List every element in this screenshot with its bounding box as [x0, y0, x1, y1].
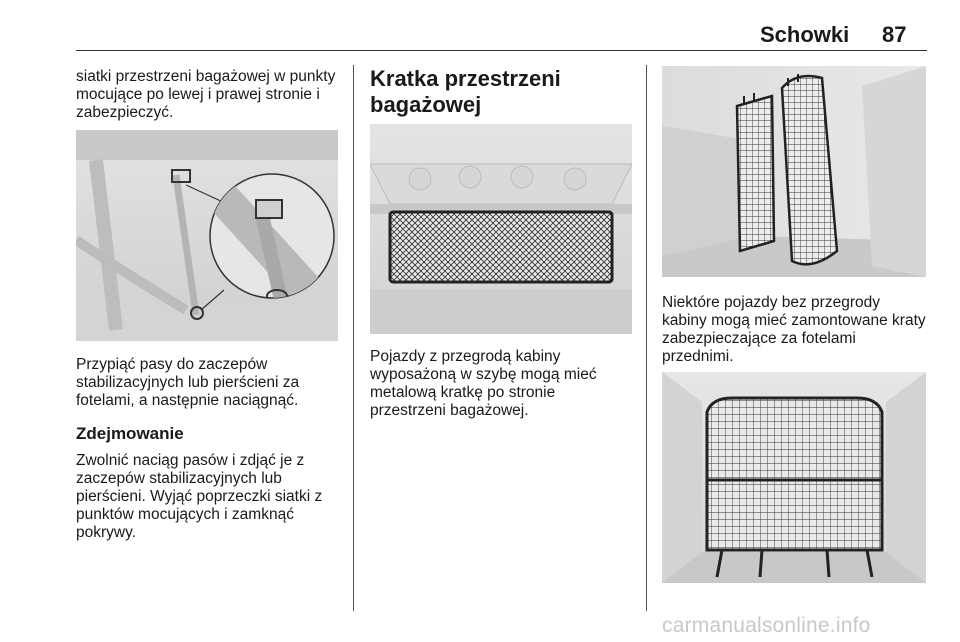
caption-cargo-grille: Pojazdy z przegrodą kabiny wyposażoną w szybę mogą mieć metalową kratkę po stronie przestrzeni bagażowej. [370, 348, 597, 419]
caption-side-grilles: Niektóre pojazdy bez przegrody kabiny mogą mieć zamontowane kraty zabezpieczające za fotelami przednimi. [662, 294, 926, 365]
page-number: 87 [882, 22, 907, 47]
header-rule [76, 50, 927, 51]
removal-paragraph: Zwolnić naciąg pasów i zdjąć je z zaczepów stabilizacyjnych lub pierścieni. Wyjąć poprzeczki siatki z punktów mocujących i zamknąć pokrywy. [76, 452, 323, 541]
heading-removal: Zdejmowanie [76, 424, 184, 443]
column-divider-right [646, 65, 647, 611]
section-title: Schowki [760, 22, 850, 47]
illustration-net-straps [76, 130, 338, 341]
intro-paragraph: siatki przestrzeni bagażowej w punkty mocujące po lewej i prawej stronie i zabezpieczyć. [76, 68, 336, 121]
illustration-full-grille [662, 372, 926, 583]
illustration-side-grilles [662, 66, 926, 277]
heading-cargo-grille: Kratka przestrzeni bagażowej [370, 66, 561, 117]
caption-straps: Przypiąć pasy do zaczepów stabilizacyjnych lub pierścieni za fotelami, a następnie naciągnąć. [76, 356, 300, 409]
watermark: carmanualsonline.info [662, 614, 871, 637]
illustration-cargo-grille [370, 124, 632, 334]
column-divider-left [353, 65, 354, 611]
